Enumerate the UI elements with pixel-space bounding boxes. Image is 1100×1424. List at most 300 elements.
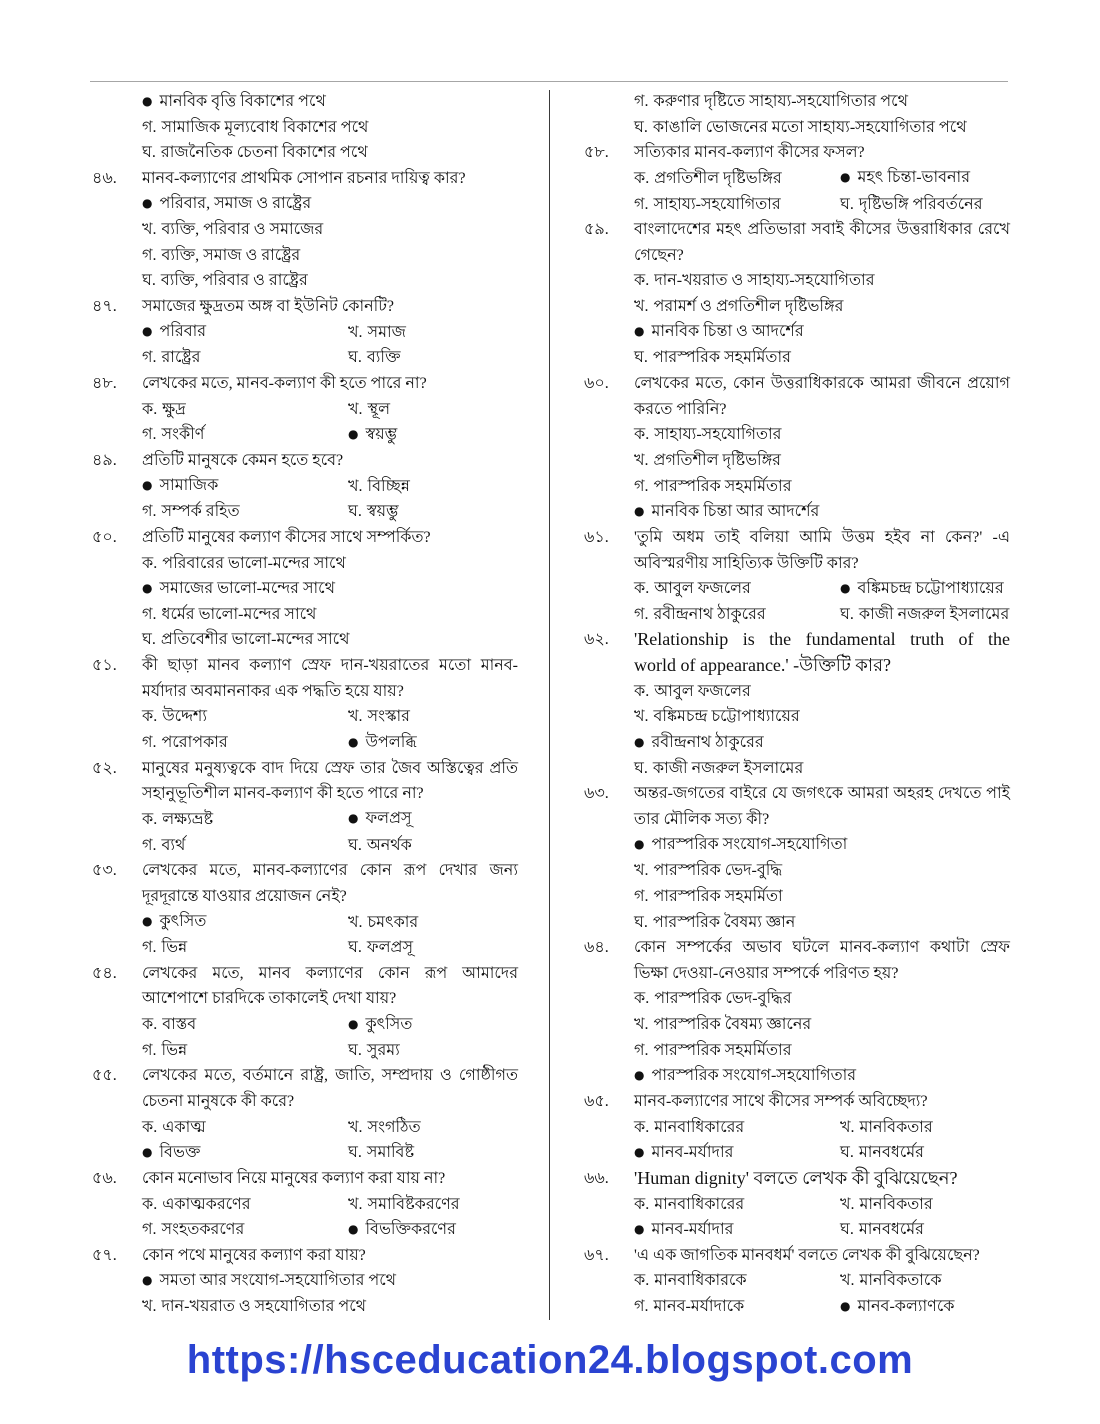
option bbox=[142, 551, 346, 577]
option-text: প্রতিবেশীর ভালো-মন্দের সাথে bbox=[160, 631, 350, 649]
option-text: লক্ষ্যভ্রষ্ট bbox=[162, 810, 214, 828]
option-text: মানবাধিকারের bbox=[654, 1118, 745, 1136]
answer-bullet: ● bbox=[348, 426, 359, 441]
option-text: ব্যক্তি, পরিবার ও রাষ্ট্রের bbox=[160, 272, 308, 290]
option-text: মানবধর্মের bbox=[858, 1144, 924, 1162]
answer-bullet: ● bbox=[634, 1221, 645, 1236]
option-label: ক. bbox=[634, 990, 650, 1008]
option-text: কুৎসিত bbox=[365, 1015, 413, 1033]
option-row bbox=[90, 1115, 520, 1141]
answer-bullet: ● bbox=[142, 93, 153, 108]
option-row bbox=[582, 910, 1012, 936]
option-row bbox=[90, 320, 520, 346]
option bbox=[634, 679, 751, 705]
option bbox=[634, 474, 792, 500]
correct-option bbox=[142, 576, 335, 603]
question-row bbox=[582, 525, 1012, 551]
option-row bbox=[582, 166, 1012, 192]
question-block bbox=[582, 1166, 1012, 1243]
question-row bbox=[582, 371, 1012, 397]
question-block bbox=[90, 371, 520, 448]
answer-bullet: ● bbox=[840, 170, 851, 185]
option-text: ক্ষুদ্র bbox=[162, 400, 186, 418]
option-text: পারস্পরিক ভেদ-বুদ্ধির bbox=[654, 990, 792, 1008]
option-text: ফলপ্রসূ bbox=[366, 939, 414, 957]
option-row bbox=[90, 243, 520, 269]
option-row bbox=[582, 1140, 1012, 1166]
option-text: উপলব্ধি bbox=[365, 733, 417, 751]
question-block bbox=[582, 1089, 1012, 1166]
option-text: কুৎসিত bbox=[159, 913, 207, 930]
option-row bbox=[582, 1217, 1012, 1243]
question-text: আশেপাশে চারদিকে তাকালেই দেখা যায়? bbox=[142, 990, 397, 1008]
option-text: বিচ্ছিন্ন bbox=[367, 477, 410, 495]
question-row bbox=[90, 1243, 520, 1269]
option bbox=[634, 422, 781, 448]
option-row bbox=[582, 268, 1012, 294]
question-number: ৪৯. bbox=[92, 451, 117, 469]
option bbox=[348, 833, 412, 859]
option-text: ব্যক্তি, সমাজ ও রাষ্ট্রের bbox=[161, 246, 301, 264]
question-row bbox=[582, 217, 1012, 243]
option-text: পারস্পরিক সহমর্মিতার bbox=[653, 477, 792, 495]
option-text: সাহায্য-সহযোগিতার bbox=[653, 195, 781, 213]
option-text: সম্পর্ক রহিত bbox=[161, 503, 240, 521]
answer-bullet: ● bbox=[348, 734, 359, 749]
option bbox=[634, 1294, 840, 1320]
option-text: মানব-কল্যাণকে bbox=[857, 1297, 955, 1315]
option-label: ক. bbox=[142, 708, 158, 726]
option-text: স্বয়ম্ভু bbox=[365, 425, 398, 443]
option-text: প্রগতিশীল দৃষ্টিভঙ্গির bbox=[653, 451, 781, 469]
question-text: লেখকের মতে, কোন উত্তরাধিকারকে আমরা জীবনে প্রয়োগ bbox=[634, 375, 1010, 393]
option-label: ঘ. bbox=[348, 1041, 362, 1059]
option-text: পরোপকার bbox=[161, 734, 228, 752]
option-row bbox=[90, 910, 520, 936]
option-label: খ. bbox=[348, 477, 363, 495]
option bbox=[142, 704, 348, 730]
option bbox=[634, 576, 840, 602]
option-label: ক. bbox=[634, 682, 650, 700]
question-number: ৫০. bbox=[92, 528, 117, 546]
option bbox=[348, 1115, 421, 1141]
question-text: 'এ এক জাগতিক মানবধর্ম' বলতে লেখক কী বুঝিয়েছেন? bbox=[634, 1246, 980, 1264]
option bbox=[348, 1140, 414, 1166]
question-row bbox=[90, 858, 520, 884]
option bbox=[634, 1192, 840, 1218]
question-block bbox=[90, 294, 520, 371]
option-row bbox=[582, 576, 1012, 602]
question-row bbox=[90, 1063, 520, 1089]
correct-option bbox=[634, 1217, 840, 1244]
option-label: ক. bbox=[634, 169, 650, 187]
answer-bullet: ● bbox=[634, 734, 645, 749]
option-label: খ. bbox=[840, 1272, 855, 1290]
option-row bbox=[582, 1115, 1012, 1141]
question-row bbox=[582, 1166, 1012, 1192]
option-text: বঙ্কিমচন্দ্র চট্টোপাধ্যায়ের bbox=[653, 708, 800, 726]
correct-option bbox=[348, 1012, 412, 1039]
question-row bbox=[582, 935, 1012, 961]
question-block bbox=[582, 1243, 1012, 1320]
option bbox=[348, 910, 418, 936]
option bbox=[142, 140, 368, 166]
option-label: ক. bbox=[142, 554, 158, 572]
option bbox=[348, 1192, 460, 1218]
option bbox=[142, 422, 348, 448]
footer-url: https://hsceducation24.blogspot.com bbox=[186, 1338, 914, 1382]
option-row bbox=[90, 576, 520, 602]
option bbox=[142, 602, 316, 628]
answer-bullet: ● bbox=[634, 1067, 645, 1082]
option bbox=[348, 704, 410, 730]
option bbox=[634, 884, 783, 910]
question-text: অন্তর-জগতের বাইরে যে জগৎকে আমরা অহরহ দেখতে পাই bbox=[634, 785, 1010, 803]
question-text: কোন পথে মানুষের কল্যাণ করা যায়? bbox=[142, 1246, 366, 1264]
option bbox=[634, 1038, 792, 1064]
option-text: ফলপ্রসূ bbox=[365, 810, 412, 828]
header-rule bbox=[90, 81, 1008, 82]
question-text: বাংলাদেশের মহৎ প্রতিভারা সবাই কীসের উত্তরাধিকার রেখে bbox=[634, 221, 1010, 239]
question-row bbox=[582, 551, 1012, 577]
question-text: মানব-কল্যাণের প্রাথমিক সোপান রচনার দায়িত্ব কার? bbox=[142, 169, 466, 187]
option-text: সমাবিষ্টকরণের bbox=[367, 1195, 460, 1213]
option-row bbox=[582, 602, 1012, 628]
option-text: একাত্ম bbox=[162, 1118, 206, 1136]
option bbox=[634, 166, 840, 192]
option-text: সমতা আর সংযোগ-সহযোগিতার পথে bbox=[159, 1271, 397, 1289]
option bbox=[634, 115, 967, 141]
option-row bbox=[582, 192, 1012, 218]
option-label: গ. bbox=[142, 426, 157, 444]
option bbox=[142, 807, 348, 833]
question-text: মানব-কল্যাণের সাথে কীসের সম্পর্ক অবিচ্ছেদ্য? bbox=[634, 1092, 928, 1110]
question-number: ৫৫. bbox=[92, 1067, 117, 1085]
option-row bbox=[90, 1294, 520, 1320]
option-text: পরিবারের ভালো-মন্দের সাথে bbox=[162, 554, 346, 572]
question-text: তার মৌলিক সত্য কী? bbox=[634, 810, 770, 828]
option-label: খ. bbox=[348, 708, 363, 726]
option bbox=[634, 294, 843, 320]
question-block bbox=[582, 935, 1012, 1089]
question-number: ৪৭. bbox=[92, 298, 117, 316]
option-row bbox=[90, 1217, 520, 1243]
option-label: ঘ. bbox=[840, 1144, 854, 1162]
option-text: কাজী নজরুল ইসলামের bbox=[858, 605, 1010, 623]
question-row bbox=[582, 653, 1012, 679]
option-label: গ. bbox=[634, 93, 649, 110]
question-number: ৬৫. bbox=[584, 1092, 609, 1110]
option-label: গ. bbox=[634, 1298, 649, 1316]
option bbox=[840, 1217, 924, 1243]
option-text: স্বয়ম্ভু bbox=[366, 503, 399, 521]
question-number: ৬৬. bbox=[584, 1169, 609, 1187]
option-text: সংগঠিত bbox=[367, 1118, 421, 1136]
question-text: কী ছাড়া মানব কল্যাণ স্রেফ দান-খয়রাতের মতো মানব- bbox=[142, 657, 518, 675]
question-number: ৫৬. bbox=[92, 1169, 117, 1187]
option-label: খ. bbox=[840, 1195, 855, 1213]
option-row bbox=[582, 345, 1012, 371]
option bbox=[634, 345, 791, 371]
option-row bbox=[582, 1268, 1012, 1294]
option-label: ঘ. bbox=[634, 913, 648, 931]
correct-option bbox=[142, 909, 348, 936]
option-row bbox=[90, 935, 520, 961]
option-text: বঙ্কিমচন্দ্র চট্টোপাধ্যায়ের bbox=[857, 579, 1004, 597]
option-text: মানব-মর্যাদার bbox=[651, 1220, 734, 1238]
option-row bbox=[582, 833, 1012, 859]
question-number: ৫৪. bbox=[92, 964, 117, 982]
option-row bbox=[582, 679, 1012, 705]
question-block bbox=[90, 858, 520, 961]
option-row bbox=[582, 884, 1012, 910]
option-text: পরিবার bbox=[159, 323, 207, 341]
option-row bbox=[582, 1294, 1012, 1320]
option-text: ভিন্ন bbox=[161, 1041, 188, 1059]
left-column bbox=[90, 89, 520, 1320]
question-block bbox=[582, 217, 1012, 371]
question-number: ৫৮. bbox=[584, 144, 609, 162]
question-block bbox=[90, 448, 520, 525]
option-text: বিভক্তিকরণের bbox=[365, 1220, 456, 1238]
option-text: ব্যক্তি, পরিবার ও সমাজের bbox=[161, 221, 324, 239]
option-text: পারস্পরিক বৈষম্য জ্ঞানের bbox=[653, 1016, 812, 1034]
correct-option bbox=[634, 1140, 840, 1167]
correct-option bbox=[348, 806, 412, 833]
continued-options bbox=[582, 89, 1012, 140]
question-text: অবিস্মরণীয় সাহিত্যিক উক্তিটি কার? bbox=[634, 554, 859, 572]
correct-option bbox=[142, 1140, 348, 1167]
option-row bbox=[582, 499, 1012, 525]
question-text: প্রতিটি মানুষের কল্যাণ কীসের সাথে সম্পর্কিত? bbox=[142, 528, 431, 546]
correct-option bbox=[348, 730, 417, 757]
question-row bbox=[582, 140, 1012, 166]
option bbox=[142, 397, 348, 423]
option-text: বিভক্ত bbox=[159, 1143, 201, 1161]
question-row bbox=[582, 1243, 1012, 1269]
option-text: দান-খয়রাত ও সাহায্য-সহযোগিতার bbox=[654, 272, 875, 290]
question-row bbox=[582, 243, 1012, 269]
option-text: একাত্মকরণের bbox=[162, 1195, 251, 1213]
question-number: ৫৯. bbox=[584, 221, 609, 239]
option-text: ভিন্ন bbox=[161, 939, 188, 957]
option bbox=[142, 730, 348, 756]
option-row bbox=[582, 704, 1012, 730]
answer-bullet: ● bbox=[348, 1221, 359, 1236]
option-label: ক. bbox=[634, 272, 650, 290]
option-text: ব্যক্তি bbox=[366, 349, 401, 367]
option-text: চমৎকার bbox=[367, 913, 419, 931]
question-row bbox=[90, 756, 520, 782]
question-number: ৫৩. bbox=[92, 862, 117, 880]
option-row bbox=[90, 1192, 520, 1218]
right-column bbox=[582, 89, 1012, 1320]
option-row bbox=[90, 807, 520, 833]
correct-option bbox=[348, 1217, 456, 1244]
option-text: আবুল ফজলের bbox=[654, 580, 751, 598]
option-row bbox=[582, 422, 1012, 448]
option-row bbox=[582, 89, 1012, 115]
option-row bbox=[582, 986, 1012, 1012]
correct-option bbox=[142, 1268, 396, 1295]
question-block bbox=[90, 166, 520, 294]
option-label: ক. bbox=[634, 426, 650, 444]
option-text: অনর্থক bbox=[366, 836, 412, 854]
option-text: পরিবার, সমাজ ও রাষ্ট্রের bbox=[159, 195, 312, 213]
option bbox=[142, 1192, 348, 1218]
option bbox=[634, 858, 782, 884]
option-row bbox=[90, 217, 520, 243]
question-row bbox=[90, 1089, 520, 1115]
question-number: ৬২. bbox=[584, 631, 609, 649]
correct-option bbox=[142, 89, 326, 116]
option-text: সংকীর্ণ bbox=[161, 426, 205, 444]
question-text: world of appearance.' -উক্তিটি কার? bbox=[634, 655, 891, 676]
option-label: খ. bbox=[348, 323, 363, 341]
question-number: ৬৭. bbox=[584, 1246, 609, 1264]
question-number: ৬৪. bbox=[584, 939, 609, 957]
option-row bbox=[90, 1140, 520, 1166]
question-block bbox=[90, 1243, 520, 1320]
answer-bullet: ● bbox=[142, 914, 153, 928]
option bbox=[634, 1115, 840, 1141]
question-row bbox=[582, 1089, 1012, 1115]
option-label: গ. bbox=[142, 605, 157, 623]
question-row bbox=[90, 525, 520, 551]
option bbox=[142, 833, 348, 859]
option-text: সামাজিক bbox=[159, 477, 219, 495]
option-row bbox=[90, 833, 520, 859]
option-row bbox=[90, 192, 520, 218]
question-text: মর্যাদার অবমাননাকর এক পদ্ধতি হয়ে যায়? bbox=[142, 682, 404, 700]
question-text: ভিক্ষা দেওয়া-নেওয়ার সম্পর্কে পরিণত হয়? bbox=[634, 964, 899, 982]
correct-option bbox=[840, 576, 1004, 603]
option-text: প্রগতিশীল দৃষ্টিভঙ্গির bbox=[654, 169, 782, 187]
option bbox=[634, 89, 908, 115]
option-text: রবীন্দ্রনাথ ঠাকুরের bbox=[651, 733, 764, 751]
option-text: সংস্কার bbox=[367, 708, 410, 726]
correct-option bbox=[634, 832, 847, 859]
question-row bbox=[90, 986, 520, 1012]
option-text: মানবিক বৃত্তি বিকাশের পথে bbox=[159, 92, 326, 110]
question-block bbox=[582, 140, 1012, 217]
question-block bbox=[90, 756, 520, 859]
option-text: পারস্পরিক সহমর্মিতার bbox=[653, 1041, 792, 1059]
option-row bbox=[582, 1038, 1012, 1064]
option-text: পারস্পরিক সহমর্মিতা bbox=[653, 887, 783, 905]
column-divider bbox=[549, 90, 550, 1320]
option-row bbox=[90, 474, 520, 500]
option bbox=[634, 602, 840, 628]
option-row bbox=[90, 627, 520, 653]
option-text: মানব-মর্যাদাকে bbox=[653, 1298, 745, 1316]
option-row bbox=[90, 1268, 520, 1294]
option-text: মানবাধিকারের bbox=[654, 1195, 745, 1213]
option-text: পারস্পরিক সহমর্মিতার bbox=[652, 349, 791, 367]
option-text: সমাজের ভালো-মন্দের সাথে bbox=[159, 579, 335, 597]
option bbox=[840, 1115, 933, 1141]
correct-option bbox=[142, 473, 348, 500]
question-number: ৫১. bbox=[92, 657, 117, 675]
question-row bbox=[90, 961, 520, 987]
question-text: লেখকের মতে, মানব-কল্যাণ কী হতে পারে না? bbox=[142, 375, 427, 393]
option-label: ঘ. bbox=[348, 349, 362, 367]
option-text: সাহায্য-সহযোগিতার bbox=[654, 426, 782, 444]
correct-option bbox=[634, 730, 764, 757]
question-block bbox=[90, 653, 520, 756]
option bbox=[142, 268, 308, 294]
option-text: স্থূল bbox=[367, 400, 391, 418]
question-row bbox=[90, 294, 520, 320]
question-row bbox=[90, 371, 520, 397]
option-text: সামাজিক মূল্যবোধ বিকাশের পথে bbox=[161, 118, 369, 136]
option-label: গ. bbox=[142, 1221, 157, 1239]
option-text: মানবিক চিন্তা আর আদর্শের bbox=[651, 502, 820, 520]
option bbox=[634, 1268, 840, 1294]
option bbox=[142, 1115, 348, 1141]
option-row bbox=[582, 756, 1012, 782]
option-text: পারস্পরিক বৈষম্য জ্ঞান bbox=[652, 913, 796, 931]
option-label: ক. bbox=[634, 580, 650, 598]
question-text: লেখকের মতে, মানব কল্যাণের কোন রূপ আমাদের bbox=[142, 964, 518, 982]
option-row bbox=[582, 730, 1012, 756]
option-label: খ. bbox=[634, 708, 649, 726]
option-text: ব্যর্থ bbox=[161, 836, 186, 854]
question-row bbox=[582, 781, 1012, 807]
option-label: গ. bbox=[634, 477, 649, 495]
option bbox=[634, 704, 800, 730]
question-text: চেতনা মানুষকে কী করে? bbox=[142, 1092, 295, 1110]
option-label: ক. bbox=[634, 1272, 650, 1290]
option bbox=[348, 320, 406, 346]
option-text: মানবিকতার bbox=[859, 1195, 933, 1213]
option-label: খ. bbox=[634, 298, 649, 316]
question-text: কোন মনোভাব নিয়ে মানুষের কল্যাণ করা যায় না? bbox=[142, 1169, 446, 1187]
option-label: গ. bbox=[142, 1041, 157, 1059]
question-text: প্রতিটি মানুষকে কেমন হতে হবে? bbox=[142, 451, 344, 469]
option-label: খ. bbox=[634, 1016, 649, 1034]
option bbox=[634, 756, 803, 782]
question-number: ৫২. bbox=[92, 759, 117, 777]
option-row bbox=[90, 140, 520, 166]
question-block bbox=[582, 525, 1012, 628]
option-text: উদ্দেশ্য bbox=[162, 708, 208, 726]
question-number: ৫৭. bbox=[92, 1246, 117, 1264]
question-row bbox=[90, 679, 520, 705]
option-text: পারস্পরিক সংযোগ-সহযোগিতা bbox=[651, 836, 848, 854]
question-block bbox=[90, 1063, 520, 1166]
question-text: লেখকের মতে, বর্তমানে রাষ্ট্র, জাতি, সম্প্রদায় ও গোষ্ঠীগত bbox=[142, 1067, 518, 1085]
question-row bbox=[90, 653, 520, 679]
option-row bbox=[90, 268, 520, 294]
option-label: গ. bbox=[142, 734, 157, 752]
question-block bbox=[90, 1166, 520, 1243]
option-text: ধর্মের ভালো-মন্দের সাথে bbox=[161, 605, 317, 623]
option-label: খ. bbox=[348, 400, 363, 418]
answer-bullet: ● bbox=[142, 196, 153, 211]
option-label: ক. bbox=[634, 1195, 650, 1213]
option-text: মানবিকতার bbox=[859, 1118, 933, 1136]
question-row bbox=[582, 961, 1012, 987]
option-row bbox=[90, 422, 520, 448]
option bbox=[840, 1192, 933, 1218]
question-number: ৬৩. bbox=[584, 785, 609, 803]
option-label: গ. bbox=[142, 118, 157, 136]
option bbox=[142, 1012, 348, 1038]
option-row bbox=[90, 397, 520, 423]
question-text: দূরদূরান্তে যাওয়ার প্রয়োজন নেই? bbox=[142, 887, 347, 905]
option-label: ঘ. bbox=[840, 605, 854, 623]
